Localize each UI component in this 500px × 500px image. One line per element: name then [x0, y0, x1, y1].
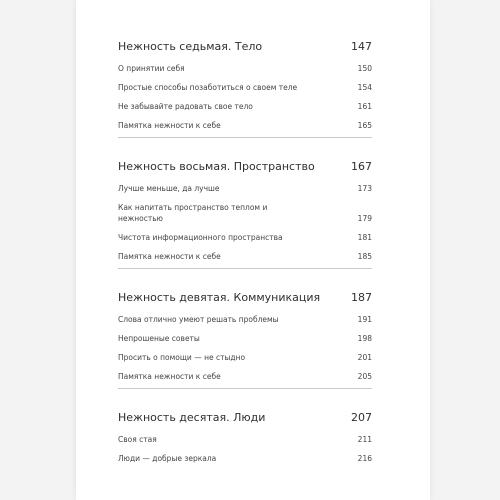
chapter-heading	[118, 158, 372, 176]
entry-title: Как напитать пространство теплом и нежностью	[118, 203, 268, 223]
chapter-page-number: 187	[351, 291, 372, 304]
toc-entry	[118, 78, 372, 97]
chapter-title: Нежность седьмая. Тело	[118, 40, 263, 53]
chapter-page-number: 167	[351, 160, 372, 173]
entry-page-number: 201	[357, 353, 372, 362]
entry-title: Чистота информационного пространства	[118, 233, 283, 242]
entry-title: Люди — добрые зеркала	[118, 454, 217, 463]
chapter-page-number: 147	[351, 40, 372, 53]
entry-page-number: 211	[357, 435, 372, 444]
entry-page-number: 173	[357, 184, 372, 193]
entry-page-number: 161	[357, 102, 372, 111]
toc-entry	[118, 59, 372, 78]
entry-title: Памятка нежности к себе	[118, 121, 221, 130]
toc-section	[118, 158, 372, 269]
entry-title: Непрошеные советы	[118, 334, 200, 343]
chapter-heading	[118, 289, 372, 307]
table-of-contents	[118, 38, 372, 488]
section-divider	[118, 268, 372, 269]
chapter-title: Нежность десятая. Люди	[118, 411, 266, 424]
entry-page-number: 191	[357, 315, 372, 324]
chapter-heading	[118, 409, 372, 427]
entry-page-number: 198	[357, 334, 372, 343]
entry-page-number: 185	[357, 252, 372, 261]
chapter-heading	[118, 38, 372, 56]
toc-entry	[118, 247, 372, 266]
entry-page-number: 150	[357, 64, 372, 73]
entry-title: Памятка нежности к себе	[118, 372, 221, 381]
toc-entry	[118, 449, 372, 468]
entry-title: Памятка нежности к себе	[118, 252, 221, 261]
toc-entry	[118, 179, 372, 198]
entry-page-number: 181	[357, 233, 372, 242]
toc-entry	[118, 348, 372, 367]
section-divider	[118, 137, 372, 138]
toc-entry	[118, 329, 372, 348]
entry-title: Не забывайте радовать свое тело	[118, 102, 253, 111]
toc-section	[118, 409, 372, 468]
toc-entry	[118, 228, 372, 247]
entry-page-number: 216	[357, 454, 372, 463]
entry-page-number: 165	[357, 121, 372, 130]
entry-page-number: 154	[357, 83, 372, 92]
entry-title: Своя стая	[118, 435, 157, 444]
toc-section	[118, 38, 372, 138]
entry-title: Простые способы позаботиться о своем теле	[118, 83, 298, 92]
toc-entry	[118, 97, 372, 116]
chapter-page-number: 207	[351, 411, 372, 424]
toc-entry	[118, 310, 372, 329]
entry-page-number: 179	[357, 214, 372, 223]
entry-page-number: 205	[357, 372, 372, 381]
entry-title: О принятии себя	[118, 64, 185, 73]
toc-section	[118, 289, 372, 389]
toc-entry	[118, 367, 372, 386]
chapter-title: Нежность восьмая. Пространство	[118, 160, 315, 173]
chapter-title: Нежность девятая. Коммуникация	[118, 291, 321, 304]
entry-title: Лучше меньше, да лучше	[118, 184, 220, 193]
toc-entry	[118, 198, 372, 228]
entry-title: Просить о помощи — не стыдно	[118, 353, 246, 362]
entry-title: Слова отлично умеют решать проблемы	[118, 315, 279, 324]
section-divider	[118, 388, 372, 389]
toc-entry	[118, 430, 372, 449]
toc-entry	[118, 116, 372, 135]
